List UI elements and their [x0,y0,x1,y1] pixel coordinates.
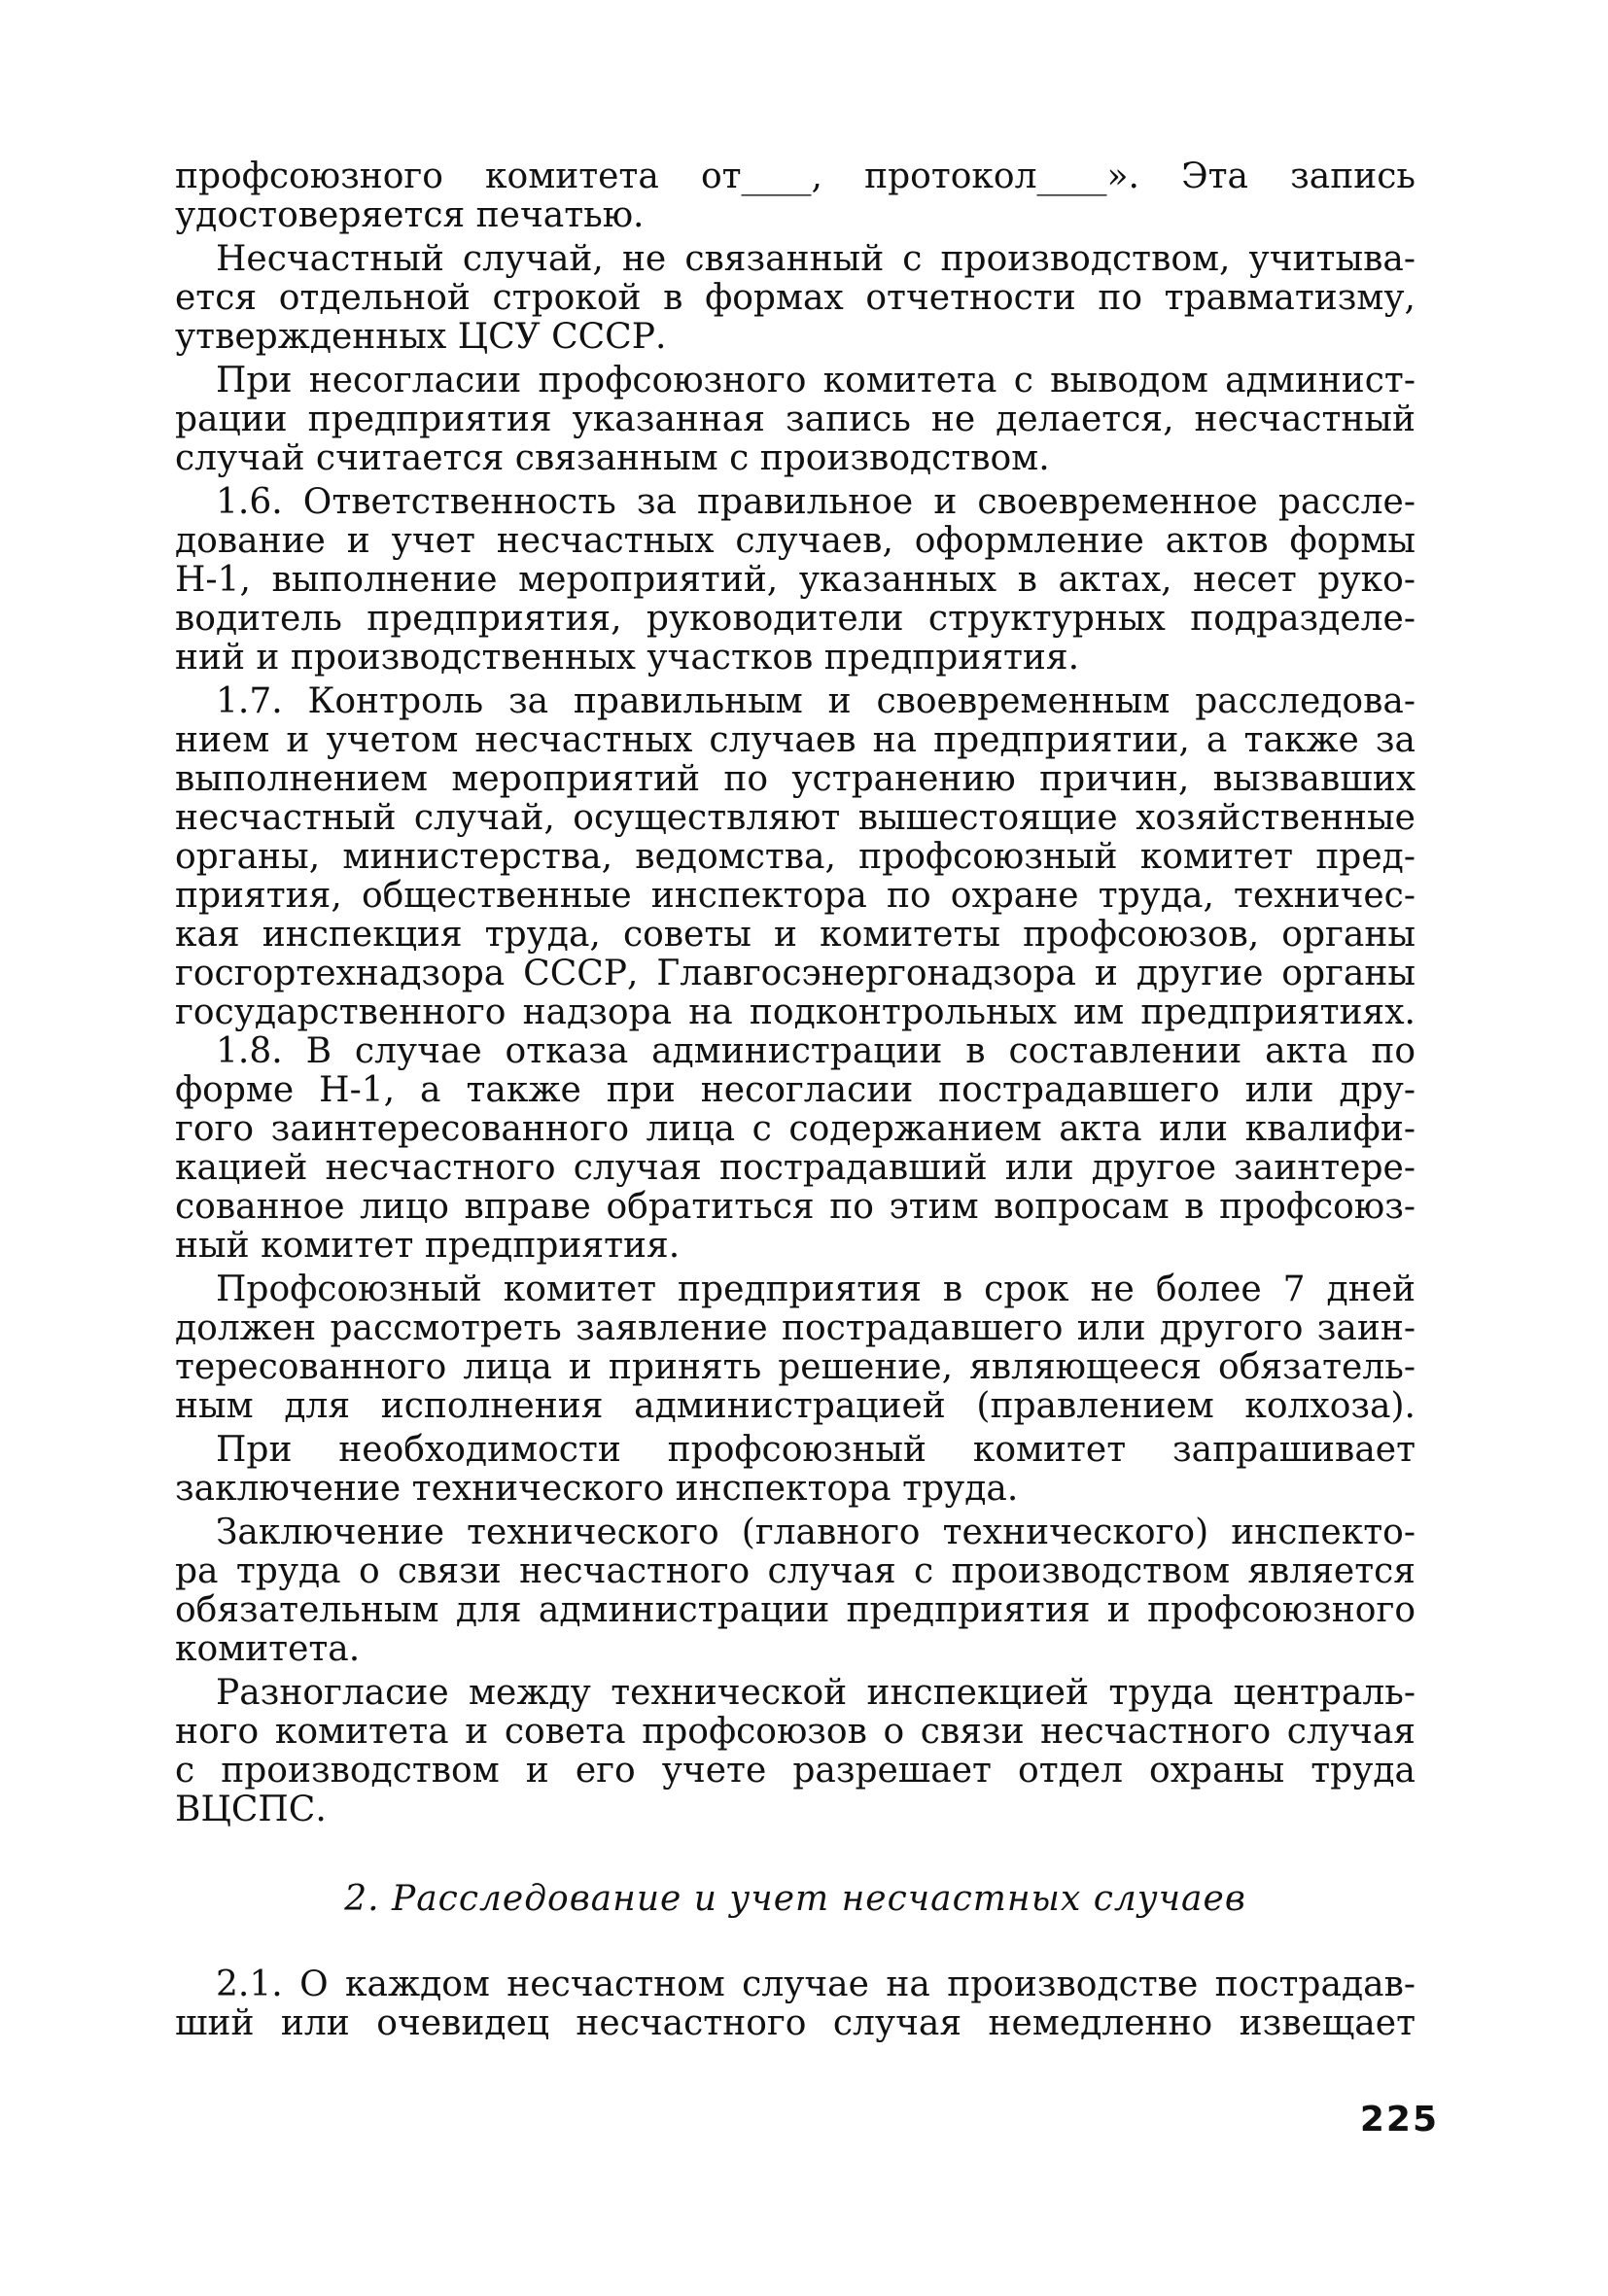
text-line: Н-1, выполнение мероприятий, указанных в актах, несет руко- [175,560,1416,600]
text-line: приятия, общественные инспектора по охране труда, техничес- [175,876,1416,916]
text-line: кая инспекция труда, советы и комитеты профсоюзов, органы [175,915,1416,955]
text-line: рации предприятия указанная запись не делается, несчастный [175,400,1416,439]
page-number: 225 [1359,2100,1439,2139]
text-line: Разногласие между технической инспекцией труда централь- [216,1673,1416,1713]
text-line: 2.1. О каждом несчастном случае на производстве пострадав- [216,1965,1416,2004]
text-line: случай считается связанным с производством. [175,438,1050,478]
text-line: ным для исполнения администрацией (правлением колхоза). [175,1386,1416,1426]
text-line: 1.8. В случае отказа администрации в составлении акта по [216,1031,1416,1071]
text-line: кацией несчастного случая пострадавший или другое заинтере- [175,1148,1416,1188]
text-line: комитета. [175,1629,361,1669]
text-line: несчастный случай, осуществляют вышестоящие хозяйственные [175,798,1416,838]
text-line: ный комитет предприятия. [175,1226,681,1266]
text-line: дование и учет несчастных случаев, оформление актов формы [175,521,1416,561]
text-line: ший или очевидец несчастного случая немедленно извещает [175,2003,1416,2043]
text-line: гого заинтересованного лица с содержанием акта или квалифи- [175,1109,1416,1149]
text-line: ний и производственных участков предприятия. [175,638,1080,678]
text-line: нием и учетом несчастных случаев на предприятии, а также за [175,720,1416,760]
text-line: При несогласии профсоюзного комитета с выводом админист- [216,361,1416,400]
text-line: обязательным для администрации предприятия и профсоюзного [175,1590,1416,1630]
text-line: При необходимости профсоюзный комитет запрашивает [216,1430,1416,1470]
text-line: должен рассмотреть заявление пострадавшего или другого заин- [175,1308,1416,1348]
text-line: государственного надзора на подконтрольных им предприятиях. [175,992,1416,1032]
text-line: ется отдельной строкой в формах отчетности по травматизму, [175,278,1416,318]
text-line: профсоюзного комитета от____, протокол____». Эта запись [175,157,1416,196]
text-line: ВЦСПС. [175,1790,327,1829]
text-line: с производством и его учете разрешает отдел охраны труда [175,1751,1416,1791]
text-line: госгортехнадзора СССР, Главгосэнергонадзора и другие органы [175,954,1416,993]
text-line: Профсоюзный комитет предприятия в срок не более 7 дней [216,1270,1416,1309]
text-line: заключение технического инспектора труда. [175,1469,1019,1509]
text-line: тересованного лица и принять решение, являющееся обязатель- [175,1347,1416,1387]
section-heading: 2. Расследование и учет несчастных случаев [344,1879,1246,1919]
text-line: удостоверяется печатью. [175,195,645,235]
text-line: ного комитета и совета профсоюзов о связи несчастного случая [175,1712,1416,1752]
text-line: утвержденных ЦСУ СССР. [175,317,667,357]
text-line: 1.7. Контроль за правильным и своевременным расследова- [216,681,1416,721]
text-line: Несчастный случай, не связанный с производством, учитыва- [216,239,1416,279]
text-line: органы, министерства, ведомства, профсоюзный комитет пред- [175,837,1416,877]
text-line: водитель предприятия, руководители структурных подразделе- [175,599,1416,639]
text-line: ра труда о связи несчастного случая с производством является [175,1551,1416,1591]
text-line: выполнением мероприятий по устранению причин, вызвавших [175,759,1416,799]
text-line: 1.6. Ответственность за правильное и своевременное рассле- [216,482,1416,522]
text-line: сованное лицо вправе обратиться по этим вопросам в профсоюз- [175,1187,1416,1227]
text-line: Заключение технического (главного технического) инспекто- [216,1513,1416,1552]
text-line: форме Н-1, а также при несогласии пострадавшего или дру- [175,1070,1416,1110]
